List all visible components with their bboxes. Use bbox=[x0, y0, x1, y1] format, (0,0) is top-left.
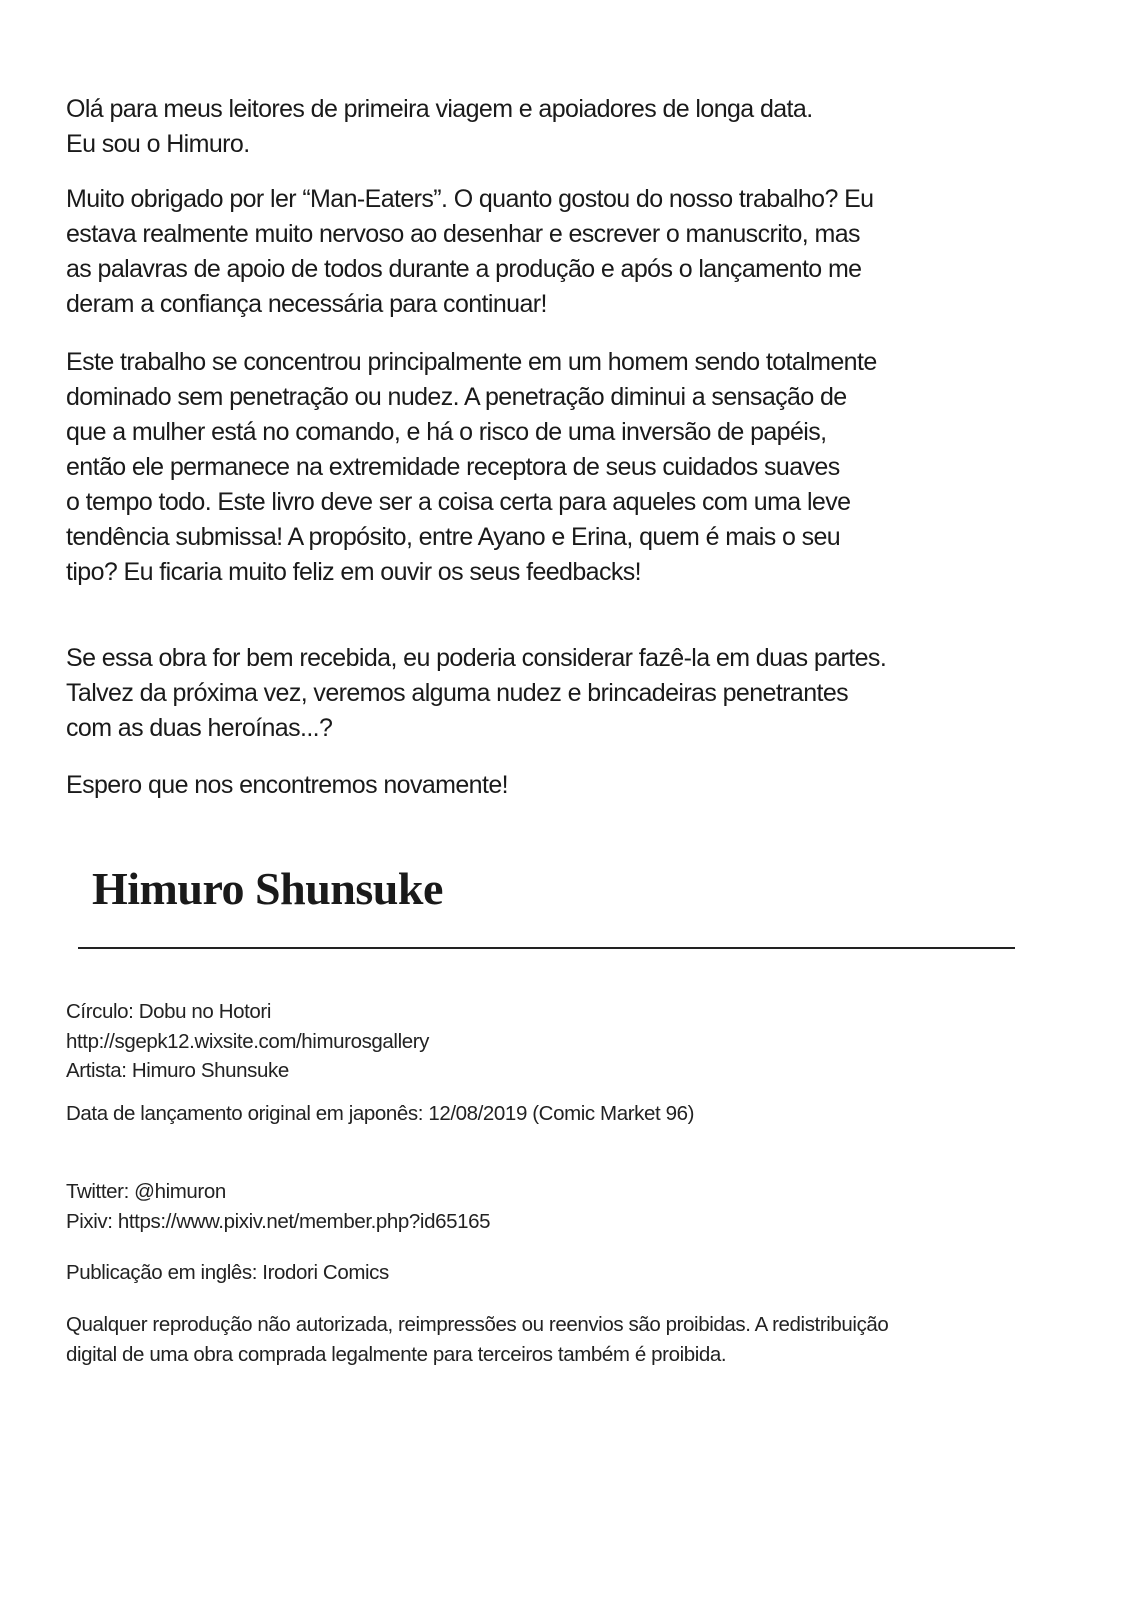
credit-line: digital de uma obra comprada legalmente para terceiros também é proibida. bbox=[66, 1342, 727, 1366]
text-line: tipo? Eu ficaria muito feliz em ouvir os seus feedbacks! bbox=[66, 558, 642, 586]
text-line: dominado sem penetração ou nudez. A penetração diminui a sensação de bbox=[66, 383, 847, 411]
text-line: tendência submissa! A propósito, entre Ayano e Erina, quem é mais o seu bbox=[66, 523, 841, 551]
text-line: as palavras de apoio de todos durante a produção e após o lançamento me bbox=[66, 255, 862, 283]
text-line: então ele permanece na extremidade receptora de seus cuidados suaves bbox=[66, 453, 840, 481]
divider bbox=[78, 947, 1015, 949]
text-line: Se essa obra for bem recebida, eu poderia considerar fazê-la em duas partes. bbox=[66, 644, 887, 672]
text-line: com as duas heroínas...? bbox=[66, 714, 333, 742]
paragraph-farewell bbox=[66, 768, 508, 803]
text-line: estava realmente muito nervoso ao desenhar e escrever o manuscrito, mas bbox=[66, 220, 860, 248]
text-line: que a mulher está no comando, e há o risco de uma inversão de papéis, bbox=[66, 418, 827, 446]
credits-circle bbox=[66, 997, 429, 1086]
text-line: Eu sou o Himuro. bbox=[66, 130, 250, 158]
text-line: Espero que nos encontremos novamente! bbox=[66, 771, 508, 799]
credits-social bbox=[66, 1177, 490, 1236]
paragraph-thanks bbox=[66, 182, 873, 322]
text-line: Muito obrigado por ler “Man-Eaters”. O quanto gostou do nosso trabalho? Eu bbox=[66, 185, 874, 213]
credit-line: Artista: Himuro Shunsuke bbox=[66, 1059, 289, 1082]
text-line: Este trabalho se concentrou principalmente em um homem sendo totalmente bbox=[66, 348, 877, 376]
credit-link[interactable]: Pixiv: https://www.pixiv.net/member.php?id65165 bbox=[66, 1209, 491, 1233]
text-line: o tempo todo. Este livro deve ser a coisa certa para aqueles com uma leve bbox=[66, 488, 851, 516]
credit-line: Data de lançamento original em japonês: 12/08/2019 (Comic Market 96) bbox=[66, 1102, 695, 1125]
credit-line: Círculo: Dobu no Hotori bbox=[66, 1000, 272, 1023]
text-line: deram a confiança necessária para continuar! bbox=[66, 290, 547, 318]
credit-link[interactable]: http://sgepk12.wixsite.com/himurosgallery bbox=[66, 1029, 430, 1053]
credits-release bbox=[66, 1099, 694, 1129]
credits-copyright bbox=[66, 1310, 888, 1369]
text-line: Olá para meus leitores de primeira viagem e apoiadores de longa data. bbox=[66, 95, 813, 123]
credit-line: Qualquer reprodução não autorizada, reimpressões ou reenvios são proibidas. A redistribuição bbox=[66, 1313, 889, 1336]
credit-line: Twitter: @himuron bbox=[66, 1180, 226, 1203]
text-line: Talvez da próxima vez, veremos alguma nudez e brincadeiras penetrantes bbox=[66, 679, 849, 707]
paragraph-work bbox=[66, 345, 877, 590]
credit-line: Publicação em inglês: Irodori Comics bbox=[66, 1261, 389, 1284]
author-signature: Himuro Shunsuke bbox=[92, 863, 443, 914]
paragraph-greeting bbox=[66, 92, 813, 162]
credits-publisher bbox=[66, 1258, 389, 1288]
paragraph-future bbox=[66, 641, 886, 746]
